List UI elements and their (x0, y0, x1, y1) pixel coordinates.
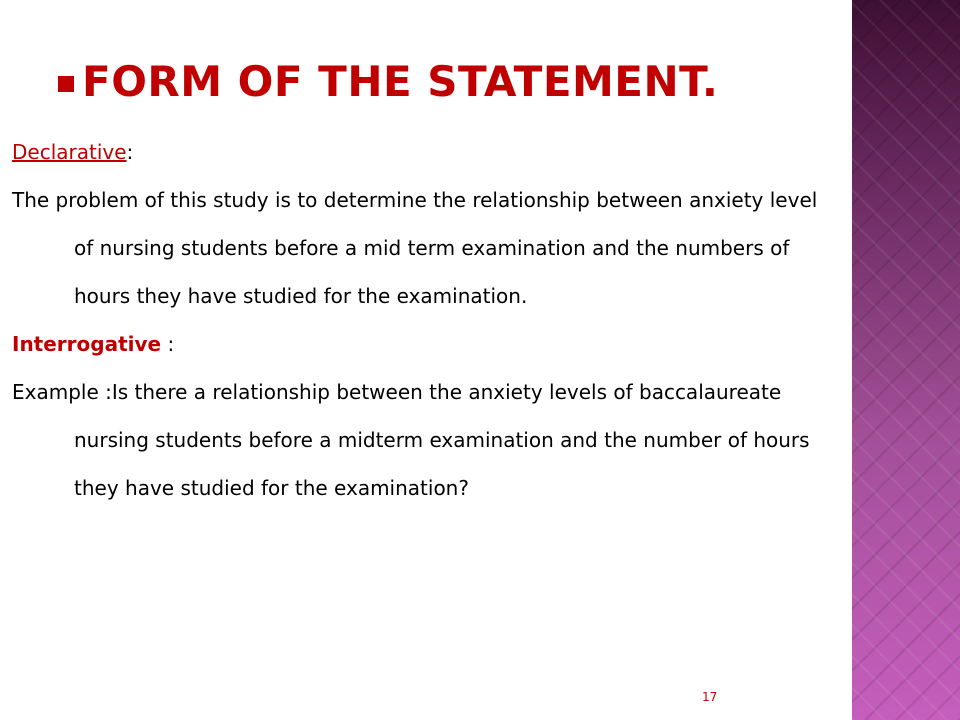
page-number: 17 (702, 690, 718, 704)
interrogative-paragraph: Example :Is there a relationship between the anxiety levels of baccalaureate nursing students before a midterm examination and the number of hours they have studied for the examination? (12, 380, 810, 500)
slide-content (12, 128, 837, 512)
interrogative-heading (12, 320, 837, 368)
interrogative-label: Interrogative (12, 332, 162, 356)
declarative-paragraph: The problem of this study is to determine the relationship between anxiety level of nursing students before a mid term examination and the numbers of hours they have studied for the examination. (12, 188, 818, 308)
interrogative-colon: : (161, 332, 175, 356)
decorative-side-band (852, 0, 960, 720)
square-bullet-icon (58, 76, 74, 92)
declarative-heading (12, 128, 837, 176)
slide-title (58, 52, 838, 112)
declarative-colon: : (126, 140, 134, 164)
slide-title-text: FORM OF THE STATEMENT. (82, 57, 719, 106)
declarative-label: Declarative (12, 140, 127, 164)
